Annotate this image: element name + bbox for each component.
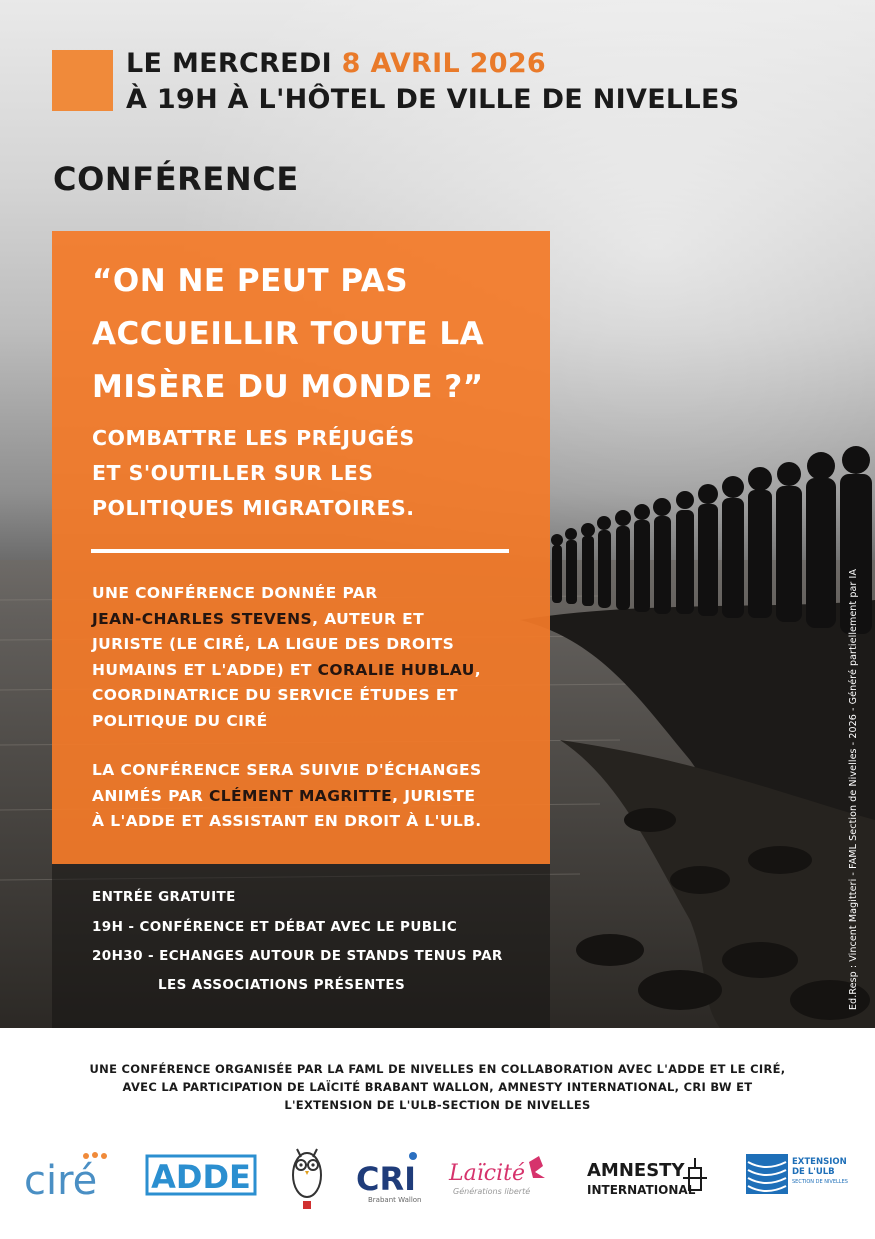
followup-line: À L'ADDE ET ASSISTANT EN DROIT À L'ULB. bbox=[92, 812, 482, 830]
amnesty-logo-line: AMNESTY bbox=[587, 1160, 685, 1181]
laicite-logo-subtitle: Générations liberté bbox=[453, 1187, 531, 1196]
organizers-statement bbox=[0, 1060, 875, 1114]
followup-text: , JURISTE bbox=[392, 786, 476, 805]
cri-logo bbox=[354, 1150, 424, 1206]
ulb-extension-logo bbox=[744, 1152, 854, 1198]
title-line: “ON NE PEUT PAS bbox=[92, 263, 409, 299]
amnesty-logo-line: INTERNATIONAL bbox=[587, 1183, 696, 1197]
speakers-line: COORDINATRICE DU SERVICE ÉTUDES ET bbox=[92, 686, 458, 704]
speakers-line: JURISTE (LE CIRÉ, LA LIGUE DES DROITS bbox=[92, 635, 455, 653]
entry-info: ENTRÉE GRATUITE bbox=[92, 889, 236, 905]
laicite-logo bbox=[447, 1152, 551, 1202]
followup-description bbox=[92, 758, 537, 835]
schedule-item: 19H - CONFÉRENCE ET DÉBAT AVEC LE PUBLIC bbox=[92, 919, 458, 935]
owl-logo bbox=[285, 1143, 329, 1215]
title-line: MISÈRE DU MONDE ?” bbox=[92, 369, 484, 405]
ulb-logo-line: DE L'ULB bbox=[792, 1167, 835, 1177]
followup-text: ANIMÉS PAR bbox=[92, 786, 209, 805]
speaker-name: JEAN-CHARLES STEVENS bbox=[92, 609, 313, 628]
speakers-line bbox=[92, 607, 537, 633]
cri-logo-subtitle: Brabant Wallon bbox=[368, 1196, 422, 1204]
responsible-editor-credit: Ed.Resp : Vincent Magitteri - FAML Section de Nivelles - 2026 - Généré partiellement par IA bbox=[848, 568, 859, 1010]
laicite-logo-text: Laïcité bbox=[449, 1161, 525, 1186]
followup-line bbox=[92, 784, 537, 810]
moderator-name: CLÉMENT MAGRITTE bbox=[208, 786, 393, 805]
speakers-text: HUMAINS ET L'ADDE) ET bbox=[92, 660, 318, 679]
schedule-item: 20H30 - ECHANGES AUTOUR DE STANDS TENUS PAR bbox=[92, 948, 503, 964]
organizers-line: AVEC LA PARTICIPATION DE LAÏCITÉ BRABANT WALLON, AMNESTY INTERNATIONAL, CRI BW ET bbox=[122, 1080, 753, 1094]
ulb-logo-line: SECTION DE NIVELLES bbox=[792, 1179, 848, 1185]
conference-subtitle bbox=[92, 421, 532, 526]
speakers-text: , AUTEUR ET bbox=[312, 609, 425, 628]
event-type-heading: CONFÉRENCE bbox=[53, 160, 299, 198]
subtitle-line: COMBATTRE LES PRÉJUGÉS bbox=[92, 426, 415, 450]
event-venue: À 19H À L'HÔTEL DE VILLE DE NIVELLES bbox=[126, 84, 740, 115]
speaker-name: CORALIE HUBLAU bbox=[317, 660, 475, 679]
date-highlight: 8 AVRIL 2026 bbox=[341, 48, 547, 79]
speakers-line bbox=[92, 658, 537, 684]
title-line: ACCUEILLIR TOUTE LA bbox=[92, 316, 485, 352]
subtitle-line: POLITIQUES MIGRATOIRES. bbox=[92, 496, 415, 520]
header-accent-square bbox=[52, 50, 113, 111]
amnesty-logo bbox=[585, 1154, 715, 1200]
schedule-item-continued: LES ASSOCIATIONS PRÉSENTES bbox=[158, 977, 406, 993]
divider bbox=[91, 549, 509, 553]
speakers-line: UNE CONFÉRENCE DONNÉE PAR bbox=[92, 584, 378, 602]
cire-logo bbox=[22, 1146, 122, 1202]
cri-logo-text: CRI bbox=[356, 1160, 417, 1198]
speakers-description bbox=[92, 581, 537, 734]
event-date bbox=[126, 48, 546, 79]
followup-line: LA CONFÉRENCE SERA SUIVIE D'ÉCHANGES bbox=[92, 761, 482, 779]
adde-logo bbox=[145, 1154, 257, 1200]
cire-logo-text: ciré bbox=[24, 1158, 98, 1202]
conference-title bbox=[92, 255, 532, 414]
date-prefix: LE MERCREDI bbox=[126, 48, 342, 79]
speakers-line: POLITIQUE DU CIRÉ bbox=[92, 711, 268, 730]
subtitle-line: ET S'OUTILLER SUR LES bbox=[92, 461, 374, 485]
organizers-line: L'EXTENSION DE L'ULB-SECTION DE NIVELLES bbox=[284, 1098, 591, 1112]
organizers-line: UNE CONFÉRENCE ORGANISÉE PAR LA FAML DE NIVELLES EN COLLABORATION AVEC L'ADDE ET LE CIRÉ, bbox=[89, 1062, 786, 1076]
ulb-logo-line: EXTENSION bbox=[792, 1157, 847, 1167]
speakers-text: , bbox=[474, 660, 481, 679]
adde-logo-text: ADDE bbox=[151, 1158, 251, 1196]
